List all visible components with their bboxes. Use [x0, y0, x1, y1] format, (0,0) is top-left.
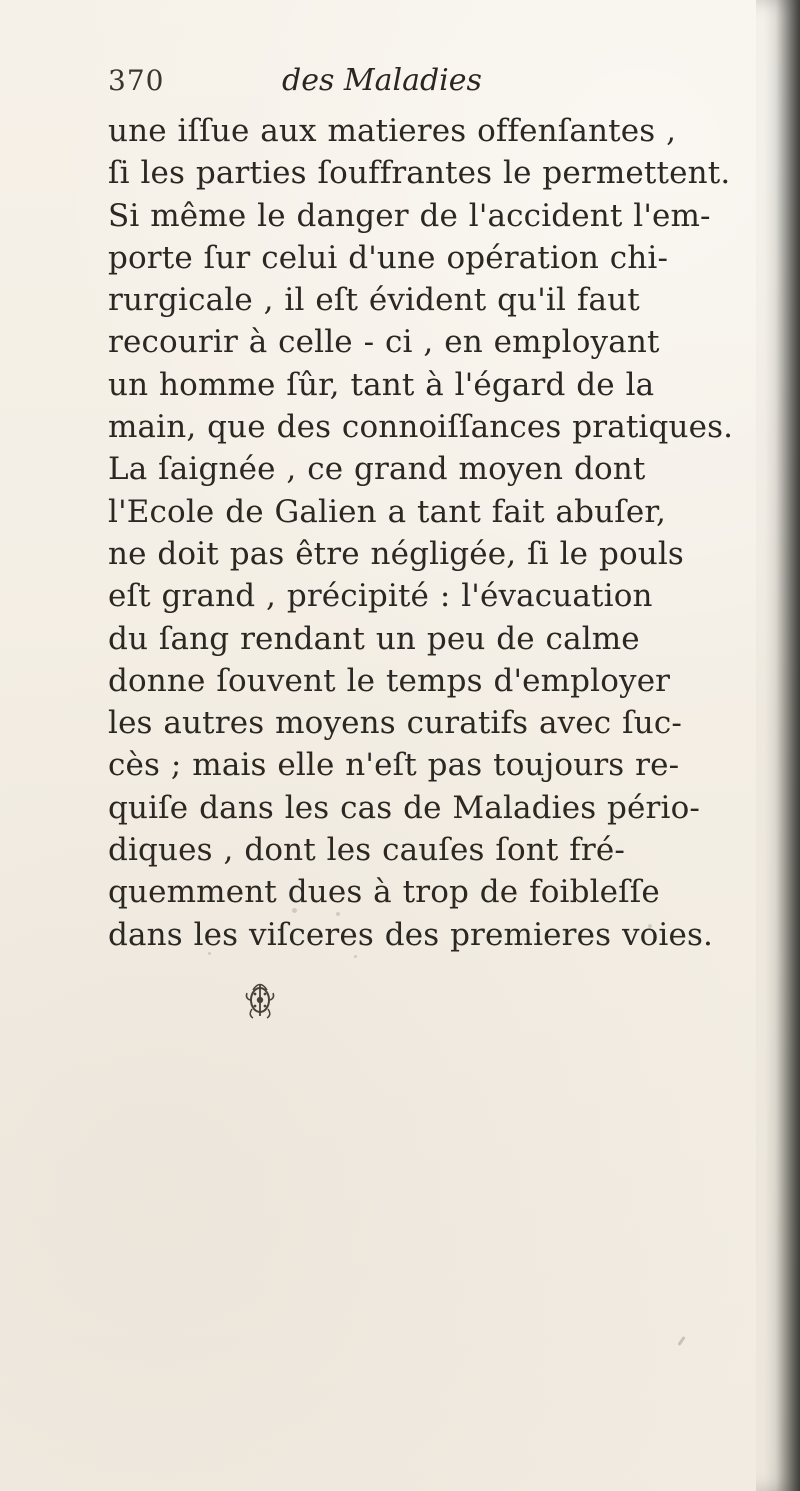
text-line: ſi les parties ſouffrantes le permettent.	[108, 155, 731, 192]
paper-spot	[648, 924, 652, 928]
paper-spot	[336, 912, 340, 916]
paper-spot	[292, 908, 297, 913]
text-line: du ſang rendant un peu de calme	[108, 620, 640, 657]
text-line: l'Ecole de Galien a tant fait abuſer,	[108, 493, 666, 530]
text-line: quemment dues à trop de foibleſſe	[108, 874, 660, 911]
text-line: donne ſouvent le temps d'employer	[108, 662, 671, 699]
text-line: La ſaignée , ce grand moyen dont	[108, 451, 646, 488]
text-line: quiſe dans les cas de Maladies pério-	[108, 789, 701, 826]
text-line: main, que des connoiſſances pratiques.	[108, 409, 734, 446]
text-line: cès ; mais elle n'eſt pas toujours re-	[108, 747, 680, 784]
text-line: dans les viſceres des premieres voies.	[108, 916, 714, 953]
text-line: les autres moyens curatifs avec ſuc-	[108, 705, 682, 742]
text-line: une iſſue aux matieres offenſantes ,	[108, 113, 677, 149]
text-line: eſt grand , précipité : l'évacuation	[108, 578, 653, 615]
text-line: un homme ſûr, tant à l'égard de la	[108, 366, 655, 403]
running-title: des Maladies	[282, 63, 482, 98]
paper-mark	[677, 1336, 685, 1346]
paper-spot	[208, 952, 211, 955]
text-line: Si même le danger de l'accident l'em-	[108, 197, 711, 234]
text-line: recourir à celle - ci , en employant	[108, 324, 660, 361]
text-line: ne doit pas être négligée, ſi le pouls	[108, 535, 684, 572]
text-line: diques , dont les cauſes ſont fré-	[108, 832, 626, 869]
page-number: 370	[108, 64, 165, 97]
body-text	[108, 110, 734, 956]
page-header	[108, 64, 728, 104]
text-line: porte ſur celui d'une opération chi-	[108, 239, 669, 276]
paper-spot	[354, 955, 357, 958]
text-line: rurgicale , il eſt évident qu'il faut	[108, 282, 640, 319]
page-edge-shadow	[756, 0, 800, 1491]
printers-ornament-icon	[243, 976, 277, 1022]
